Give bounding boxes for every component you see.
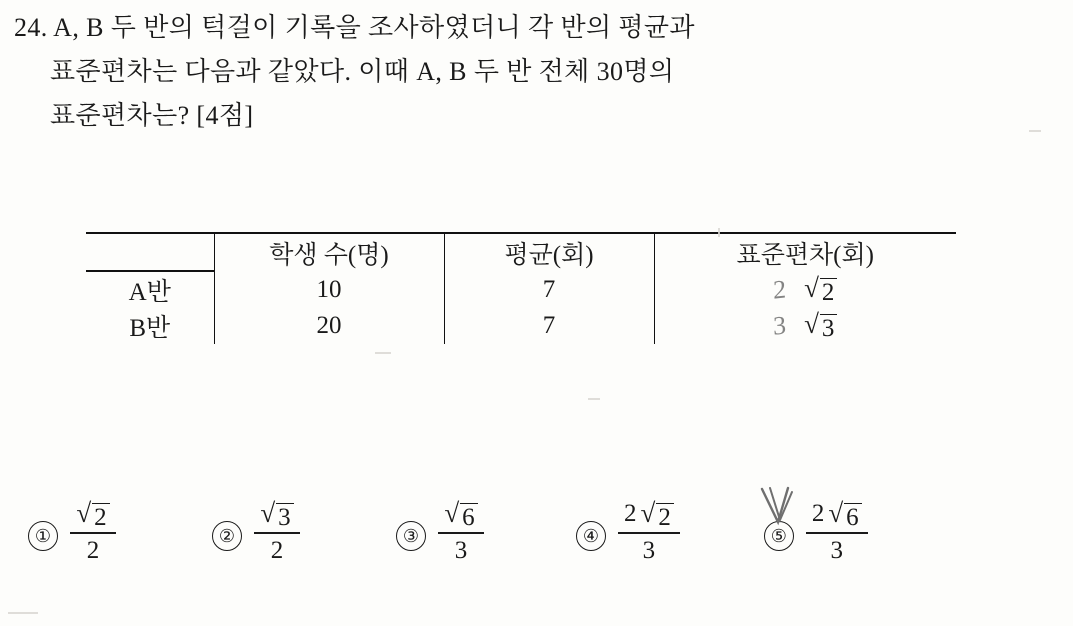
radical-sign-icon: √	[260, 498, 276, 528]
choice-2-fraction	[254, 500, 300, 566]
radicand-b: 3	[820, 314, 838, 341]
scan-artifact	[588, 398, 600, 400]
choice-1-numerator	[70, 500, 115, 532]
row-b-count: 20	[214, 308, 444, 344]
stem-line-1: 24. A, B 두 반의 턱걸이 기록을 조사하였더니 각 반의 평균과	[14, 13, 695, 42]
table-header-count: 학생 수(명)	[214, 233, 444, 271]
row-a-sd	[654, 271, 956, 308]
radical-choice-2	[260, 500, 293, 530]
choice-3-radicand: 6	[460, 503, 478, 530]
table-header-sd: 표준편차(회)	[654, 233, 956, 271]
radical-sign-icon: √	[804, 272, 819, 303]
radical-a	[804, 272, 837, 306]
choice-3-numerator	[438, 500, 483, 532]
choice-3-denominator: 3	[454, 537, 468, 564]
radical-sign-icon: √	[804, 309, 819, 339]
stem-line-3: 표준편차는? [4점]	[50, 101, 254, 130]
scan-artifact	[8, 612, 38, 614]
question-stem	[14, 6, 1054, 138]
row-label-a: A반	[128, 279, 171, 306]
table-header-mean: 평균(회)	[444, 233, 654, 271]
row-a-count: 10	[214, 271, 444, 308]
choice-5-numerator	[806, 500, 868, 532]
choice-3[interactable]	[396, 500, 484, 566]
choice-4-radicand: 2	[656, 503, 674, 530]
radical-choice-4	[641, 500, 674, 530]
choice-4-denominator: 3	[642, 537, 656, 564]
data-table-wrapper	[86, 232, 956, 344]
statistics-table	[86, 232, 956, 344]
scan-artifact	[718, 228, 720, 237]
radical-choice-3	[444, 500, 477, 530]
choice-5-radicand: 6	[844, 503, 862, 530]
scan-artifact	[1029, 130, 1041, 132]
radical-choice-1	[76, 500, 109, 530]
choice-4-coefficient: 2	[624, 500, 637, 527]
choice-marker-3: ③	[396, 521, 426, 551]
choice-marker-2: ②	[212, 521, 242, 551]
choice-4-numerator	[618, 500, 680, 532]
radical-b	[804, 311, 837, 341]
choice-2-numerator	[254, 500, 299, 532]
table-header-blank	[86, 233, 214, 271]
row-b-sd	[654, 308, 956, 344]
row-a-mean: 7	[444, 271, 654, 308]
choice-5[interactable]	[764, 500, 868, 566]
table-row	[86, 308, 956, 344]
radical-sign-icon: √	[444, 498, 460, 528]
stem-line-2: 표준편차는 다음과 같았다. 이때 A, B 두 반 전체 30명의	[50, 57, 675, 86]
choice-5-coefficient: 2	[811, 500, 825, 527]
radical-sign-icon: √	[640, 498, 656, 528]
choice-4-fraction	[618, 500, 680, 566]
table-header-row	[86, 233, 956, 271]
choice-5-denominator: 3	[830, 537, 843, 564]
choice-2-radicand: 3	[276, 503, 294, 530]
choice-5-fraction	[806, 500, 868, 566]
choice-2-denominator: 2	[270, 537, 284, 564]
choice-1-denominator: 2	[86, 537, 100, 564]
choice-4[interactable]	[576, 500, 680, 566]
choice-marker-5: ⑤	[764, 521, 794, 551]
radical-choice-5	[828, 500, 861, 530]
handwritten-mark-b: 3	[772, 310, 787, 341]
radical-sign-icon: √	[76, 498, 92, 528]
choice-1-fraction	[70, 500, 116, 566]
choice-3-fraction	[438, 500, 484, 566]
scan-artifact	[375, 352, 391, 354]
choice-marker-4: ④	[576, 521, 606, 551]
radicand-a: 2	[820, 278, 838, 305]
table-row	[86, 271, 956, 308]
answer-choices	[14, 500, 1059, 566]
row-b-mean: 7	[444, 308, 654, 344]
row-label-b: B반	[129, 315, 171, 342]
radical-sign-icon: √	[828, 498, 844, 528]
choice-1-radicand: 2	[92, 503, 110, 530]
choice-marker-1: ①	[28, 521, 58, 551]
handwritten-mark-a: 2	[772, 273, 787, 305]
choice-2[interactable]	[212, 500, 300, 566]
choice-1[interactable]	[28, 500, 116, 566]
